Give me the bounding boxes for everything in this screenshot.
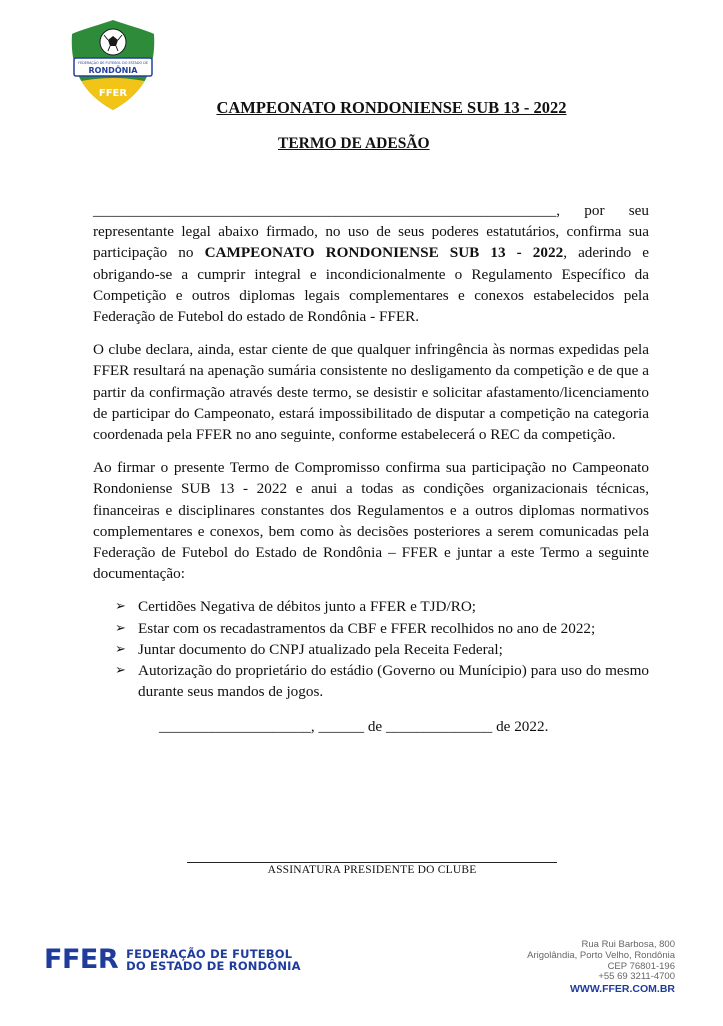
list-item [115,596,649,617]
document-body [93,200,649,738]
championship-name: CAMPEONATO RONDONIENSE SUB 13 - 2022 [204,244,564,262]
paragraph-1-part-a: , por seu representante legal abaixo firmado, no uso de seus poderes estatutários, confirma sua participação no [93,202,649,262]
arrow-bullet-icon: ➢ [115,663,126,679]
footer-brand [44,946,301,974]
arrow-bullet-icon: ➢ [115,599,126,615]
signature-label: ASSINATURA PRESIDENTE DO CLUBE [267,864,477,876]
list-item [115,660,649,702]
logo-small-text: FEDERAÇÃO DE FUTEBOL DO ESTADO DE [78,61,148,65]
date-line: ____________________, ______ de ______________ de 2022. [159,718,549,736]
logo-abbr-text: FFER [98,88,128,99]
footer-abbr: FFER [44,944,119,975]
footer-name-line-1: FEDERAÇÃO DE FUTEBOL [126,946,293,961]
paragraph-declaration: O clube declara, ainda, estar ciente de que qualquer infringência às normas expedidas pela FFER resultará na apenação sumária consistente no desligamento da competição e de que a partir da confirmação através deste termo, se desistir e solicitar afastamento/licenciamento de participar do Campeonato, estará impossibilitado de disputar a competição na categoria coordenada pela FFER no ano seguinte, conforme estabelecerá o REC da competição. [93,341,649,444]
list-item-text: Juntar documento do CNPJ atualizado pela Receita Federal; [138,640,503,658]
document-title: CAMPEONATO RONDONIENSE SUB 13 - 2022 [216,98,567,117]
list-item [115,618,649,639]
paragraph-commitment: Ao firmar o presente Termo de Compromisso confirma sua participação no Campeonato Rondoniense SUB 13 - 2022 e anui a todas as condições organizacionais técnicas, financeiras e disciplinares constantes dos Regulamentos e a outros diplomas normativos complementares e conexos, bem como às decisões posteriores a serem comunicadas pela Federação de Futebol do Estado de Rondônia – FFER e juntar a este Termo a seguinte documentação: [93,459,649,583]
footer-address [527,940,675,995]
club-name-blank: _____________________________________________________________ [93,202,557,219]
list-item-text: Certidões Negativa de débitos junto a FFER e TJD/RO; [138,598,477,616]
arrow-bullet-icon: ➢ [115,641,126,657]
website-link[interactable]: WWW.FFER.COM.BR [570,983,675,996]
paragraph-adhesion [93,200,649,327]
list-item-text: Autorização do proprietário do estádio (Governo ou Munícipio) para uso do mesmo durante seus mandos de jogos. [138,662,649,701]
signature-line [187,862,557,863]
document-subtitle: TERMO DE ADESÃO [278,135,430,152]
address-line: Rua Rui Barbosa, 800 [581,939,675,950]
list-item [115,639,649,660]
documentation-list [93,596,649,702]
address-line: CEP 76801-196 [607,960,675,972]
footer-federation-name [126,948,301,973]
arrow-bullet-icon: ➢ [115,620,126,636]
phone-line: +55 69 3211-4700 [598,971,675,983]
address-line: Arigolândia, Porto Velho, Rondônia [527,949,675,961]
list-item-text: Estar com os recadastramentos da CBF e FFER recolhidos no ano de 2022; [138,619,596,637]
paragraph-1-part-b: , aderindo e obrigando-se a cumprir integral e incondicionalmente o Regulamento Específico da Competição e outros diplomas legais complementares e conexos estabelecidos pela Federação de Futebol do estado de Rondônia - FFER. [93,244,650,326]
footer-name-line-2: DO ESTADO DE RONDÔNIA [126,959,301,973]
logo-state-text: RONDÔNIA [88,66,138,75]
